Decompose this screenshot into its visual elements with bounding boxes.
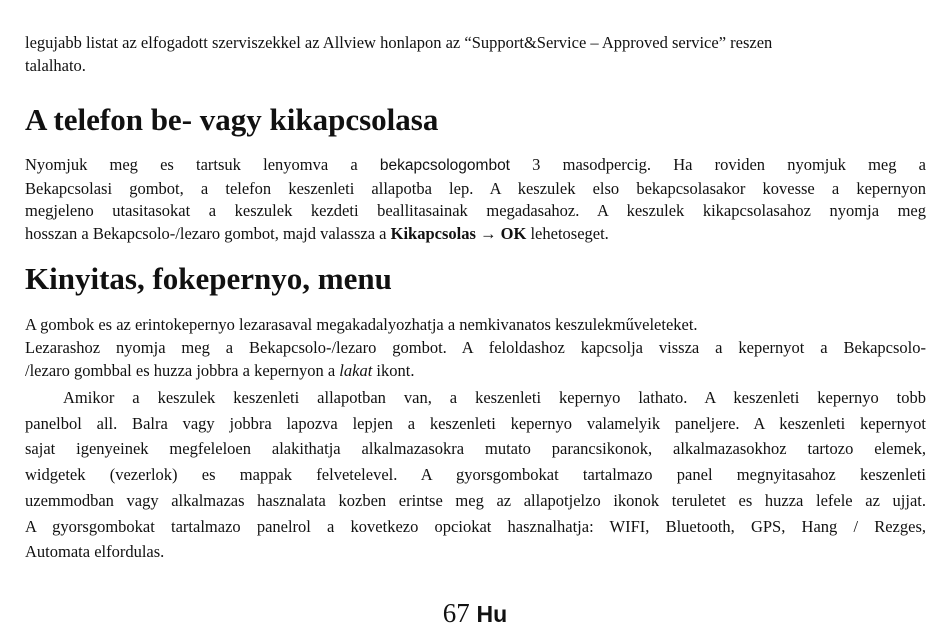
text-run: lehetoseget. [526,223,609,243]
text-run: Nyomjuk meg es tartsuk lenyomva a [25,155,380,174]
paragraph-line: sajat igenyeinek megfeleloen alakithatja alkalmazasokra mutato parancsikonok, alkalmazasokhoz tartozo elemek, [25,439,926,459]
page-number: 67 [442,598,470,628]
paragraph-line [25,223,926,246]
language-code: Hu [476,601,508,627]
home-screen-paragraph [25,385,926,565]
paragraph-line: megjeleno utasitasokat a keszulek kezdeti beallitasainak megadasahoz. A keszulek kikapcsolasahoz nyomja meg [25,201,926,220]
intro-line: talalhato. [25,55,86,75]
paragraph-line: panelbol all. Balra vagy jobbra lapozva lepjen a keszenleti kepernyo valamelyik paneljere. A keszenleti kepernyot [25,413,926,433]
paragraph-line: uzemmodban vagy alkalmazas hasznalata kozben erintse meg az allapotjelzo ikonok teruletet es huzza lefele az ujjat. [25,490,926,510]
text-run: ikont. [372,360,415,380]
lock-term: lakat [339,360,373,380]
section-heading-power: A telefon be- vagy kikapcsolasa [25,102,439,137]
section-heading-unlock: Kinyitas, fokepernyo, menu [25,261,392,296]
paragraph-line: Amikor a keszulek keszenleti allapotban van, a keszenleti kepernyo lathato. A keszenleti kepernyo tobb [63,388,926,407]
page-footer [0,598,950,629]
paragraph-line: Lezarashoz nyomja meg a Bekapcsolo-/lezaro gombot. A feloldashoz kapcsolja vissza a kepernyot a Bekapcsolo- [25,338,926,357]
power-button-term: bekapcsologombot [379,157,510,174]
paragraph-line: Bekapcsolasi gombot, a telefon keszenleti allapotba lep. A keszulek elso bekapcsolasakor kovesse a kepernyon [25,178,926,198]
unlock-paragraph-2 [25,337,926,382]
text-run: /lezaro gombbal es huzza jobbra a kepernyon a [25,360,340,380]
paragraph-line: A gombok es az erintokepernyo lezarasaval megakadalyozhatja a nemkivanatos keszulekműveleteket. [25,315,698,334]
paragraph-line: A gyorsgombokat tartalmazo panelrol a kovetkezo opciokat hasznalhatja: WIFI, Bluetooth, GPS, Hang / Rezges, [25,516,926,536]
text-run: hosszan a Bekapcsolo-/lezaro gombot, majd valassza a [25,223,391,243]
paragraph-line: widgetek (vezerlok) es mappak felvetelevel. A gyorsgombokat tartalmazo panel megnyitasahoz keszenleti [25,465,926,485]
paragraph-line [25,360,926,383]
power-off-option: Kikapcsolas → OK [390,223,527,243]
paragraph-line [25,154,926,178]
paragraph-line: Automata elfordulas. [25,542,165,562]
intro-paragraph [25,32,926,77]
unlock-paragraph-1 [25,314,926,337]
text-run: 3 masodpercig. Ha roviden nyomjuk meg a [510,155,926,174]
intro-line: legujabb listat az elfogadott szerviszekkel az Allview honlapon az “Support&Service – Approved service” reszen [25,33,773,52]
power-paragraph [25,154,926,245]
